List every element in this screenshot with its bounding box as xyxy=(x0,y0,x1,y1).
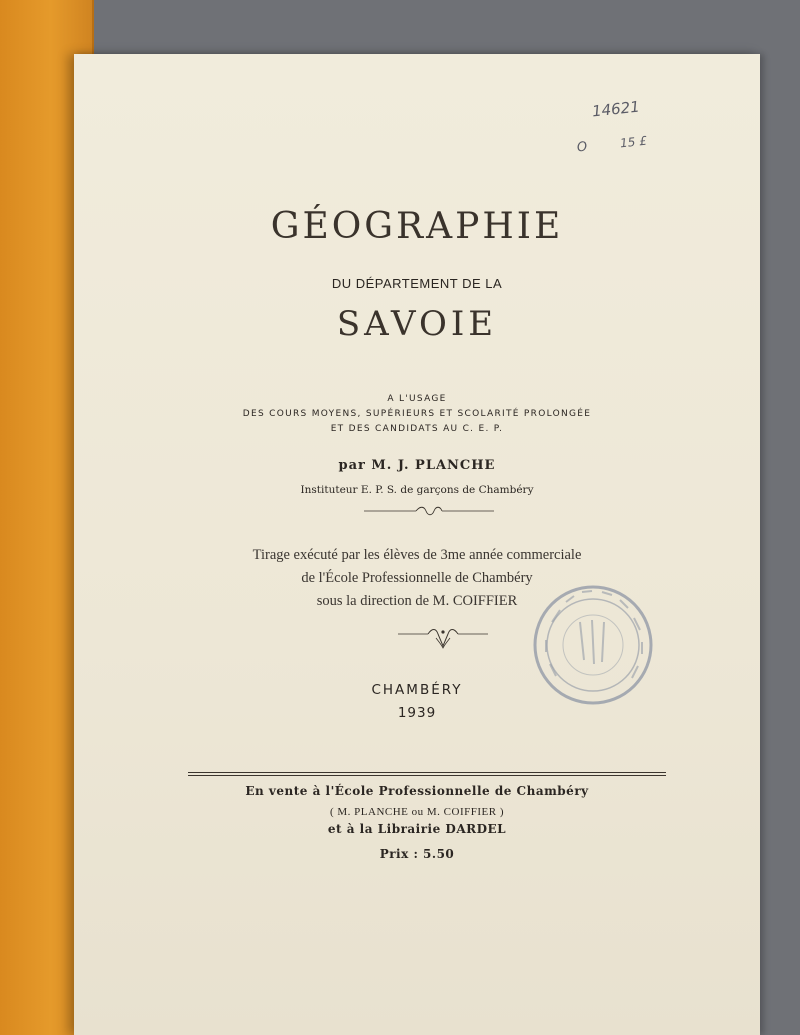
printing-note xyxy=(74,544,760,613)
document-region: SAVOIE xyxy=(336,304,498,344)
publication-city: CHAMBÉRY xyxy=(371,682,463,698)
usage-line: DES COURS MOYENS, SUPÉRIEURS ET SCOLARITÉ PROLONGÉE xyxy=(242,409,592,419)
decorative-vignette-icon xyxy=(398,626,488,652)
publication-year: 1939 xyxy=(397,705,437,721)
author-name: par M. J. PLANCHE xyxy=(338,458,496,473)
double-rule-top xyxy=(188,772,666,773)
handwritten-catalog-number: 14621 xyxy=(591,97,641,121)
printing-line: sous la direction de M. COIFFIER xyxy=(316,593,518,609)
handwritten-mark: O xyxy=(576,139,588,156)
title-page xyxy=(74,54,760,1035)
divider-ornament xyxy=(364,505,494,517)
usage-block xyxy=(74,392,760,437)
document-subtitle: DU DÉPARTEMENT DE LA xyxy=(331,276,503,291)
price-line: Prix : 5.50 xyxy=(379,847,455,861)
bookshop-line: et à la Librairie DARDEL xyxy=(327,822,507,836)
sale-location: En vente à l'École Professionnelle de Chambéry xyxy=(245,784,589,798)
sale-contacts: ( M. PLANCHE ou M. COIFFIER ) xyxy=(329,806,504,818)
handwritten-price-mark: 15 £ xyxy=(619,133,648,151)
printing-line: de l'École Professionnelle de Chambéry xyxy=(301,570,533,586)
author-role: Instituteur E. P. S. de garçons de Chambéry xyxy=(300,484,534,496)
usage-line: A L'USAGE xyxy=(387,394,447,404)
usage-line: ET DES CANDIDATS AU C. E. P. xyxy=(330,424,504,434)
document-title: GÉOGRAPHIE xyxy=(270,206,564,247)
printing-line: Tirage exécuté par les élèves de 3me année commerciale xyxy=(252,547,582,563)
double-rule-bottom xyxy=(188,775,666,776)
